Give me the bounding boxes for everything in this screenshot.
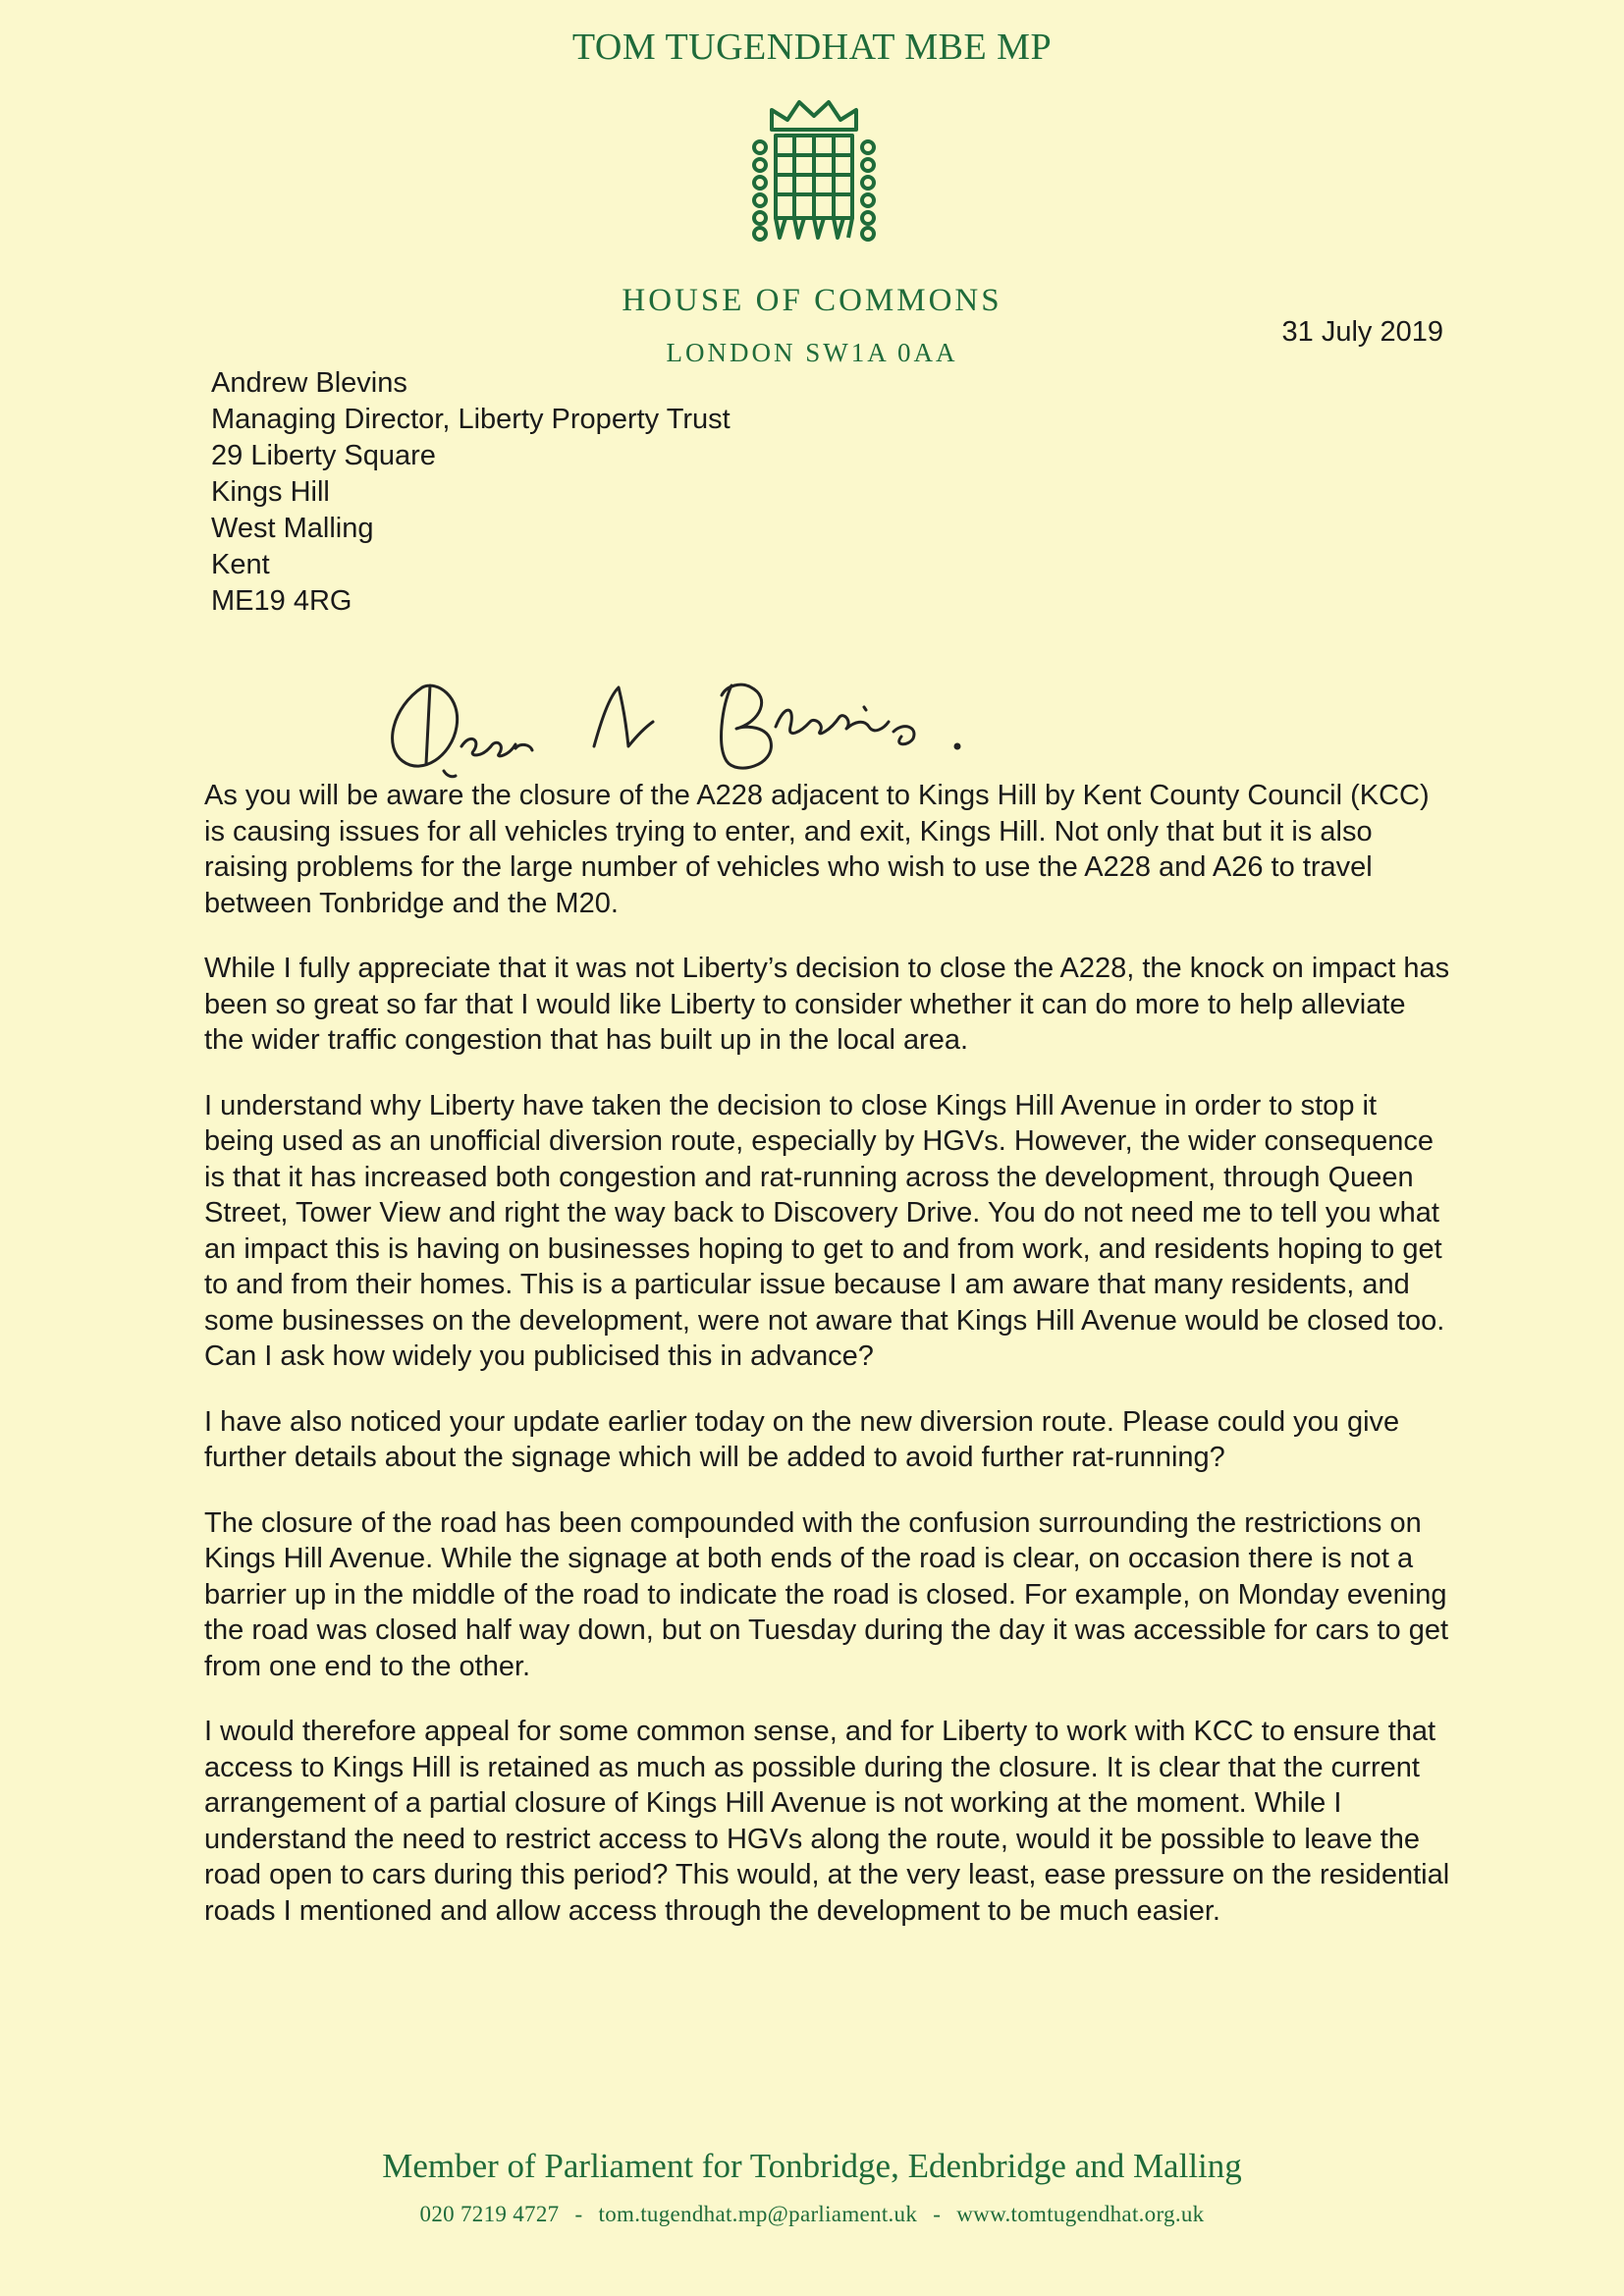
letterhead-house: HOUSE OF COMMONS [622,283,1002,318]
body-paragraph: I have also noticed your update earlier today on the new diversion route. Please could you give further details about the signage which will be added to avoid further rat-running? [204,1405,1400,1473]
letter-body [204,778,1451,1958]
body-paragraph: I understand why Liberty have taken the decision to close Kings Hill Avenue in order to stop it being used as an unofficial diversion route, especially by HGVs. However, the wider consequence is that it has increased both congestion and rat-running across the development, through Queen Street, Tower View and right the way back to Discovery Drive. You do not need me to tell you what an impact this is having on businesses hoping to get to and from work, and residents hoping to get to and from their homes. This is a particular issue because I am aware that many residents, and some businesses on the development, were not aware that Kings Hill Avenue would be closed too. Can I ask how widely you publicised this in advance? [204,1089,1445,1372]
recipient-line: Managing Director, Liberty Property Trust [211,404,731,435]
letterhead-name: TOM TUGENDHAT MBE MP [571,27,1053,68]
footer-contact [0,2202,1624,2227]
letter-date: 31 July 2019 [1281,316,1443,348]
footer-constituency: Member of Parliament for Tonbridge, Edenbridge and Malling [382,2147,1242,2185]
letterhead-address: LONDON SW1A 0AA [666,338,958,367]
handwritten-salutation [383,668,1011,786]
body-paragraph: The closure of the road has been compounded with the confusion surrounding the restrictions on Kings Hill Avenue. While the signage at both ends of the road is clear, on occasion there is not a barrier up in the middle of the road to indicate the road is closed. For example, on Monday evening the road was closed half way down, but on Tuesday during the day it was accessible for cars to get from one end to the other. [204,1506,1449,1682]
body-paragraph: As you will be aware the closure of the A228 adjacent to Kings Hill by Kent County Council (KCC) is causing issues for all vehicles trying to enter, and exit, Kings Hill. Not only that but it is also raising problems for the large number of vehicles who wish to use the A228 and A26 to travel between Tonbridge and the M20. [204,780,1430,919]
recipient-line: 29 Liberty Square [211,440,436,471]
recipient-line: West Malling [211,513,374,544]
recipient-line: Kent [211,549,270,580]
portcullis-crest-icon [750,96,878,244]
recipient-line: Kings Hill [211,476,330,508]
footer-separator: - [574,2202,583,2226]
body-paragraph: While I fully appreciate that it was not Liberty’s decision to close the A228, the knock on impact has been so great so far that I would like Liberty to consider whether it can do more to help alleviate the wider traffic congestion that has built up in the local area. [204,953,1450,1056]
footer-separator: - [933,2202,942,2226]
footer-website[interactable]: www.tomtugendhat.org.uk [956,2202,1205,2226]
recipient-line: Andrew Blevins [211,367,407,399]
recipient-address [211,365,731,620]
footer-phone: 020 7219 4727 [419,2202,560,2226]
recipient-line: ME19 4RG [211,585,352,617]
footer-email[interactable]: tom.tugendhat.mp@parliament.uk [598,2202,918,2226]
body-paragraph: I would therefore appeal for some common sense, and for Liberty to work with KCC to ensure that access to Kings Hill is retained as much as possible during the closure. It is clear that the current arrangement of a partial closure of Kings Hill Avenue is not working at the moment. While I understand the need to restrict access to HGVs along the route, would it be possible to leave the road open to cars during this period? This would, at the very least, ease pressure on the residential roads I mentioned and allow access through the development to be much easier. [204,1716,1450,1927]
